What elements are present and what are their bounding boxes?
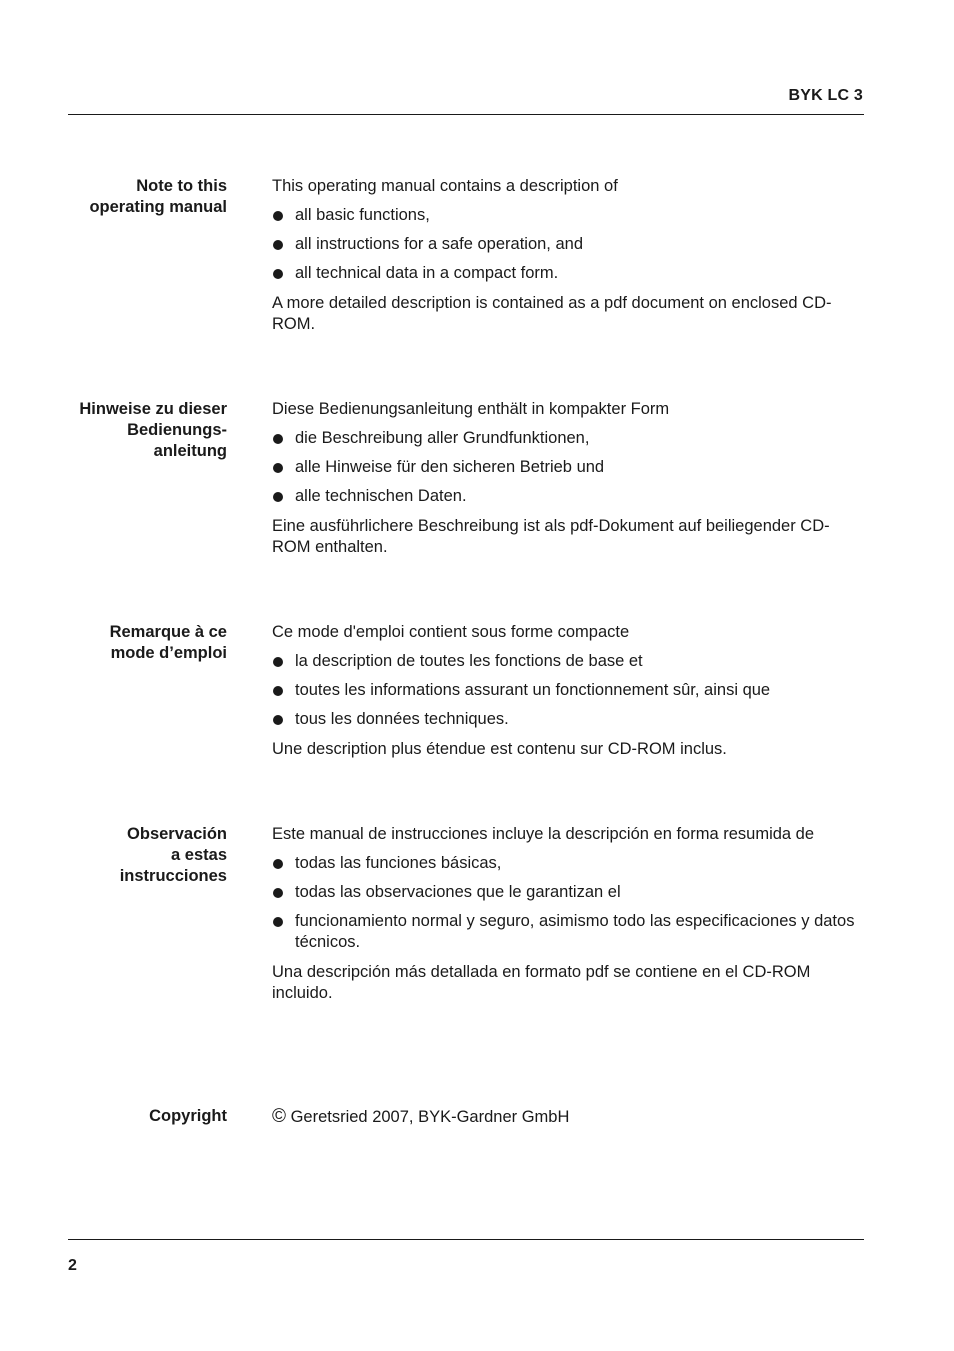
bullet-icon [273,211,283,221]
section-heading: Note to this operating manual [89,177,227,216]
copyright-line [272,1106,866,1128]
bullet-icon [273,888,283,898]
list-item [272,457,866,478]
list-item [272,911,866,953]
section-intro: Diese Bedienungsanleitung enthält in kompakter Form [272,400,670,418]
section-closing: Eine ausführlichere Beschreibung ist als pdf-Dokument auf beiliegender CD-ROM enthalten. [272,517,830,556]
section-closing: A more detailed description is contained as a pdf document on enclosed CD-ROM. [272,294,832,333]
bullet-icon [273,463,283,473]
list-item-text: alle technischen Daten. [295,487,467,505]
bullet-list [272,428,866,507]
bullet-icon [273,917,283,927]
bullet-icon [273,269,283,279]
list-item [272,234,866,255]
section-heading: Observación a estas instrucciones [119,825,227,885]
list-item-text: toutes les informations assurant un fonctionnement sûr, ainsi que [295,681,771,699]
list-item-text: tous les données techniques. [295,710,509,728]
list-item-text: all technical data in a compact form. [295,264,559,282]
list-item [272,263,866,284]
bullet-list [272,853,866,953]
list-item [272,709,866,730]
section-intro: Este manual de instrucciones incluye la descripción en forma resumida de [272,825,815,843]
list-item [272,651,866,672]
page-number: 2 [68,1257,77,1274]
bullet-icon [273,657,283,667]
footer-rule [68,1239,864,1240]
copyright-body [272,1106,866,1128]
bullet-icon [273,859,283,869]
section-heading: Hinweise zu dieser Bedienungs- anleitung [79,400,227,460]
section-closing: Una descripción más detallada en formato pdf se contiene en el CD-ROM incluido. [272,963,811,1002]
section-heading: Remarque à ce mode d’emploi [109,623,227,662]
copyright-text: Geretsried 2007, BYK-Gardner GmbH [286,1108,570,1126]
list-item-text: todas las funciones básicas, [295,854,502,872]
bullet-icon [273,240,283,250]
list-item [272,428,866,449]
document-header-title: BYK LC 3 [788,87,863,104]
list-item-text: all instructions for a safe operation, and [295,235,584,253]
section-body [272,824,866,1004]
list-item-text: funcionamiento normal y seguro, asimismo todo las especificaciones y datos técnicos. [295,912,855,951]
section-body [272,399,866,558]
list-item [272,205,866,226]
section-intro: This operating manual contains a description of [272,177,618,195]
bullet-icon [273,686,283,696]
section-body [272,176,866,335]
list-item [272,486,866,507]
section-body [272,622,866,760]
list-item-text: all basic functions, [295,206,430,224]
list-item [272,680,866,701]
section-closing: Une description plus étendue est contenu sur CD-ROM inclus. [272,740,727,758]
bullet-icon [273,715,283,725]
list-item-text: la description de toutes les fonctions de base et [295,652,643,670]
bullet-list [272,651,866,730]
header-rule [68,114,864,115]
list-item-text: todas las observaciones que le garantizan el [295,883,621,901]
bullet-icon [273,492,283,502]
copyright-icon: © [272,1106,286,1127]
section-intro: Ce mode d'emploi contient sous forme compacte [272,623,630,641]
bullet-list [272,205,866,284]
list-item-text: alle Hinweise für den sicheren Betrieb und [295,458,605,476]
copyright-heading: Copyright [149,1107,227,1125]
bullet-icon [273,434,283,444]
list-item [272,853,866,874]
list-item [272,882,866,903]
list-item-text: die Beschreibung aller Grundfunktionen, [295,429,590,447]
